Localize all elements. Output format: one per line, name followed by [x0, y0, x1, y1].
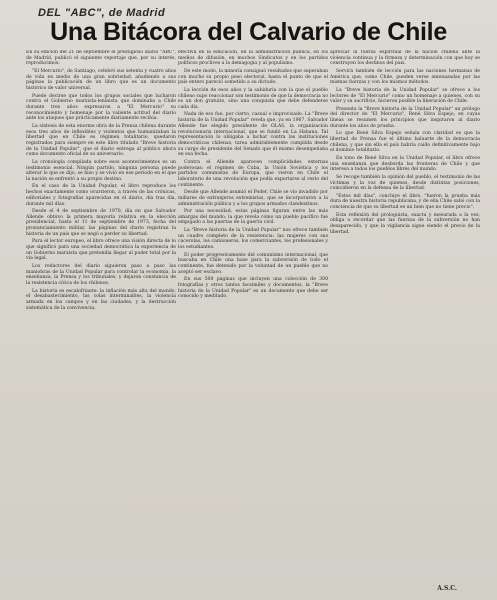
paragraph: Los redactores del diario siguieron paso a paso las maniobras de la Unidad Popular para controlar la economía, la enseñanza, la Prensa y los tribunales, y dejaron constancia de la resistencia cívica de los chilenos. — [26, 263, 176, 287]
paragraph: "El Mercurio", de Santiago, celebró sus setenta y cuatro años de vida en medio de una gran sobriedad, añadiendo a sus páginas la publicación de un libro que es un documento histórico de valor universal. — [26, 68, 176, 92]
paragraph: Nada de eso fue, por cierto, casual o improvisado. La "Breve historia de la Unidad Popular" revela que, ya en 1967, Salvador Allende fue elegido presidente de OLAS, la organización revolucionaria internacional, que se fundó en La Habana. Tal representación lo obligaba a luchar contra las instituciones democráticas chilenas, tarea admirablemente cumplida desde su cargo de presidente del Senado que él mismo desempeñaba en esa fecha. — [178, 112, 328, 158]
paragraph: En sus 500 páginas que incluyen una colección de 300 fotografías y otros tantos facsímiles y documentos, la "Breve historia de la Unidad Popular" es un documento que debe ser conocido y meditado. — [178, 277, 328, 300]
paragraph: De este modo, la minoría consiguió resultados que superaban con mucho su propio peso electoral, hasta el punto de que el país entero pareció sometido a su dictado. — [178, 68, 328, 86]
paragraph: Lo que René Silva Espejo señala con claridad es que la libertad de Prensa fue el último baluarte de la democracia chilena, y que sin ella el país habría caído definitivamente bajo el dominio totalitario. — [330, 131, 480, 154]
paragraph: efectiva en la educación, en la administración pública, en los medios de difusión, en muchos Sindicatos y en los partidos políticos proclives a la demagogia y al populismo. — [178, 50, 328, 67]
paragraph: La cronología compilada sobre esos acontecimientos es un testimonio esencial. Ningún partido, ninguna persona puede alterar lo que se dijo, se hizo y se vivió en ese período en el que la nación se enfrentó a su propio destino. — [26, 159, 176, 182]
text-column-3 — [330, 50, 480, 584]
signature: A.S.C. — [437, 585, 457, 592]
paragraph: Presenta la "Breve historia de la Unidad Popular" un prólogo del director de "El Mercurio", René Silva Espejo, en cuyas líneas se resumen los principios que inspiraron al diario durante los años de prueba. — [330, 106, 480, 129]
text-column-1 — [26, 50, 176, 584]
headline: Una Bitácora del Calvario de Chile — [50, 18, 447, 46]
text-column-2 — [178, 50, 328, 584]
paragraph: Desde que Allende asumió el Poder, Chile se vio invadido por millares de extranjeros extremistas, que se incorporaron a la administración pública y a los grupos armados clandestinos. — [178, 190, 328, 207]
paragraph: Se recoge también la opinión del pueblo, el testimonio de las víctimas y la voz de quienes, desde distintas posiciones, coincidieron en la defensa de la libertad. — [330, 174, 480, 192]
paragraph: Esta reflexión del prologuista, exacta y mesurada a la vez, obliga a recordar que las fuerzas de la subversión no han desaparecido, y que la vigilancia sigue siendo el precio de la libertad. — [330, 212, 480, 235]
paragraph: Por una necesidad, estas páginas figuran entre las más amargas del mundo, la que revela cómo un pueblo pacífico fue empujado a las puertas de la guerra civil. — [178, 209, 328, 226]
paragraph: La historia es escalofriante: la inflación más alta del mundo, el desabastecimiento, las colas interminables, la violencia armada en los campos y en las ciudades, y la destrucción sistemática de la convivencia. — [26, 288, 176, 311]
paragraph: Contra el Allende aparecen complicidades externas poderosas: el régimen de Cuba, la Unión Soviética y los partidos comunistas de Europa, que vieron en Chile el laboratorio de una revolución que podía exportarse al resto del continente. — [178, 159, 328, 188]
paragraph: La síntesis de esta enorme obra de la Prensa chilena durante esos tres años de inflexibles y violentos que humanizaban la libertad que en Chile es régimen totalitario, quedaron registrados para siempre en este libro titulado "Breve historia de la Unidad Popular", que el diario entrega al público ahora como documento oficial de su aniversario. — [26, 123, 176, 158]
kicker: DEL "ABC", de Madrid — [38, 7, 166, 19]
paragraph: Servirá también de lección para las naciones hermanas de América que, como Chile, pueden verse amenazadas por las mismas fuerzas y con los mismos métodos. — [330, 68, 480, 86]
paragraph: La "Breve historia de la Unidad Popular" nos ofrece también un cuadro completo de la resistencia: las mujeres con sus cacerolas, los camioneros, los comerciantes, los profesionales y los estudiantes. — [178, 227, 328, 251]
paragraph: La lección de esos años y la sabiduría con la que el pueblo chileno supo reaccionar son testimonio de que la democracia no es un don gratuito, sino una conquista que debe defenderse cada día. — [178, 87, 328, 110]
paragraph: Desde el 4 de septiembre de 1970, día en que Salvador Allende obtuvo la primera mayoría relativa en la elección presidencial, hasta el 11 de septiembre de 1973, fecha del pronunciamiento militar, las páginas del diario registran la historia de un país que se negó a perder su libertad. — [26, 209, 176, 237]
paragraph: apreciar la fuerza espiritual de la nación chilena ante la violencia continua y la firmeza y determinación con que hoy se construyen los destinos del país. — [330, 50, 480, 67]
paragraph: Para el lector europeo, el libro ofrece una visión directa de lo que significó para una sociedad democrática la experiencia de un Gobierno marxista que pretendía llegar al poder total por la vía legal. — [26, 239, 176, 262]
paragraph: "Estos mil días", concluye el libro, "fueron la prueba más dura de nuestra historia republicana, y de ella Chile salió con la conciencia de que su libertad es un bien que no tiene precio". — [330, 193, 480, 211]
paragraph: El poder progresivamente del comunismo internacional, que buscaba en Chile una base para la subversión de todo el continente, fue detenido por la voluntad de un pueblo que no aceptó ser esclavo. — [178, 252, 328, 275]
paragraph: Puede decirse que todos los grupos sociales que lucharon contra el Gobierno marxista-leninista que dominaba a Chile durante tres años expresaron a "El Mercurio" su reconocimiento y homenaje por la valiente actitud del diario ante los ataques que prácticamente diariamente recibía. — [26, 93, 176, 122]
paragraph: La "Breve historia de la Unidad Popular" se ofrece a los lectores de "El Mercurio" como un homenaje a quienes, con su valor y su sacrificio, hicieron posible la liberación de Chile. — [330, 87, 480, 105]
paragraph: En tono de René Silva en la Unidad Popular, el libro ofrece una enseñanza que desborda las fronteras de Chile y que interesa a todos los pueblos libres del mundo. — [330, 155, 480, 173]
paragraph: En el caso de la Unidad Popular, el libro reproduce los hechos exactamente como ocurrieron, a través de las crónicas, editoriales y fotografías aparecidas en el diario, día tras día, durante mil días. — [26, 184, 176, 207]
paragraph: En su edición del 21 de septiembre el prestigioso diario "ABC", de Madrid, publicó el siguiente reportaje que, por su interés, reproducimos: — [26, 50, 176, 67]
